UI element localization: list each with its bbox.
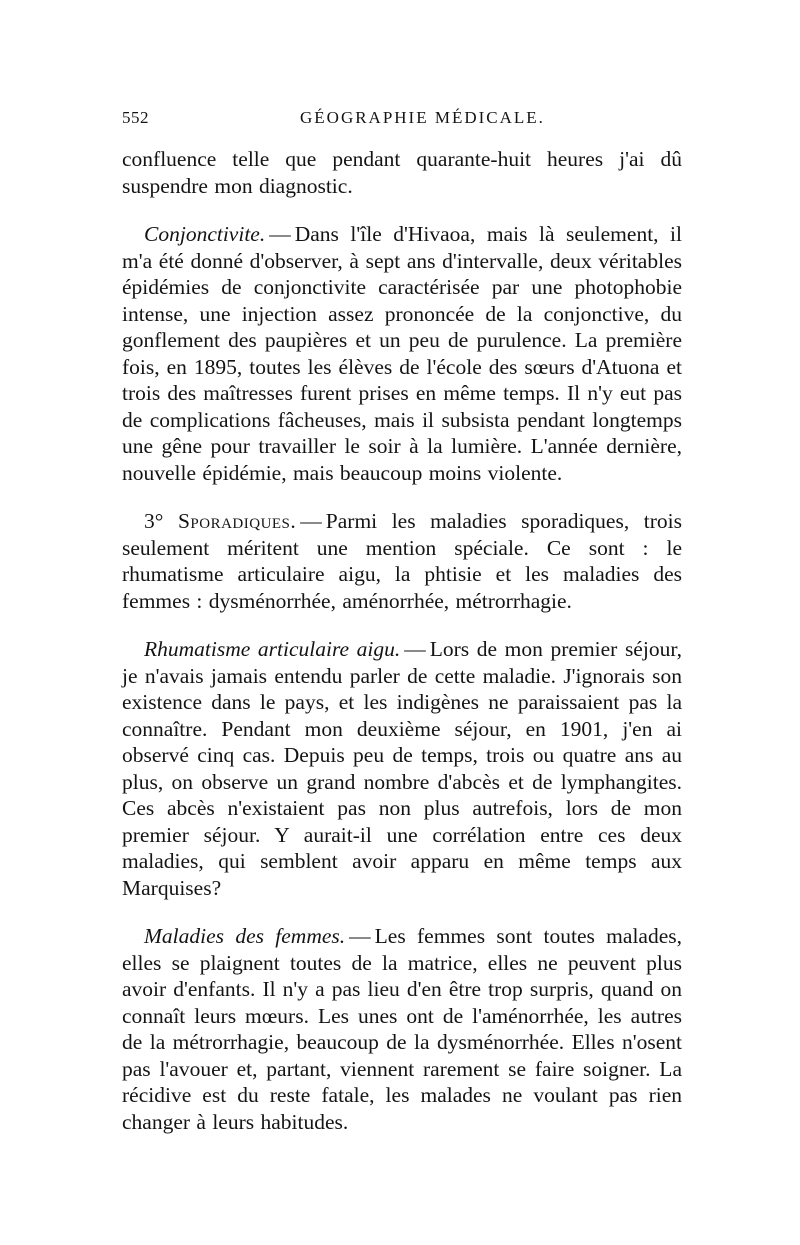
section-heading-rhumatisme: Rhumatisme articulaire aigu. [144, 637, 401, 661]
page-number: 552 [122, 108, 149, 127]
paragraph-continuation [122, 146, 682, 199]
paragraph-maladies-des-femmes [122, 923, 682, 1135]
section-heading-conjonctivite: Conjonctivite. [144, 222, 266, 246]
em-dash: — [349, 924, 371, 948]
paragraph-conjonctivite [122, 221, 682, 486]
paragraph-text: Parmi les maladies sporadiques, trois seulement méritent une mention spéciale. Ce sont : le rhumatisme articulaire aigu, la phtisie et les maladies des femmes : dysménorrhée, aménorrhée, métrorrhagie. [122, 509, 682, 613]
paragraph-text: Dans l'île d'Hivaoa, mais là seulement, il m'a été donné d'observer, à sept ans d'intervalle, deux véritables épidémies de conjonctivite caractérisée par une photophobie intense, une injection assez prononcée de la conjonctive, du gonflement des paupières et un peu de purulence. La première fois, en 1895, toutes les élèves de l'école des sœurs d'Atuona et trois des maîtresses furent prises en même temps. Il n'y eut pas de complications fâcheuses, mais il subsista pendant longtemps une gêne pour travailler le soir à la lumière. L'année dernière, nouvelle épidémie, mais beaucoup moins violente. [122, 222, 682, 485]
section-heading-maladies-des-femmes: Maladies des femmes. [144, 924, 346, 948]
section-heading-sporadiques: Sporadiques. [177, 509, 297, 533]
em-dash: — [269, 222, 291, 246]
paragraph-text: Les femmes sont toutes malades, elles se plaignent toutes de la matrice, elles ne peuvent plus avoir d'enfants. Il n'y a pas lieu d'en être trop surpris, quand on connaît leurs mœurs. Les unes ont de l'aménorrhée, les autres de la métrorrhagie, beaucoup de la dysménorrhée. Elles n'osent pas l'avouer et, partant, viennent rarement se faire soigner. La récidive est du reste fatale, les malades ne voulant pas rien changer à leurs habitudes. [122, 924, 683, 1134]
section-number: 3° [144, 509, 164, 533]
paragraph-rhumatisme [122, 636, 682, 901]
paragraph-text: Lors de mon premier séjour, je n'avais jamais entendu parler de cette maladie. J'ignorais son existence dans le pays, et les indigènes ne paraissaient pas la connaître. Pendant mon deuxième séjour, en 1901, j'en ai observé cinq cas. Depuis peu de temps, trois ou quatre ans au plus, on observe un grand nombre d'abcès et de lymphangites. Ces abcès n'existaient pas non plus autrefois, lors de mon premier séjour. Y aurait-il une corrélation entre ces deux maladies, qui semblent avoir apparu en même temps aux Marquises? [122, 637, 682, 900]
paragraph-sporadiques [122, 508, 682, 614]
book-page [122, 108, 682, 1135]
running-title: GÉOGRAPHIE MÉDICALE. [300, 108, 545, 127]
em-dash: — [404, 637, 426, 661]
paragraph-text: confluence telle que pendant quarante-huit heures j'ai dû suspendre mon diagnostic. [122, 147, 682, 198]
em-dash: — [300, 509, 322, 533]
running-head [122, 108, 682, 142]
